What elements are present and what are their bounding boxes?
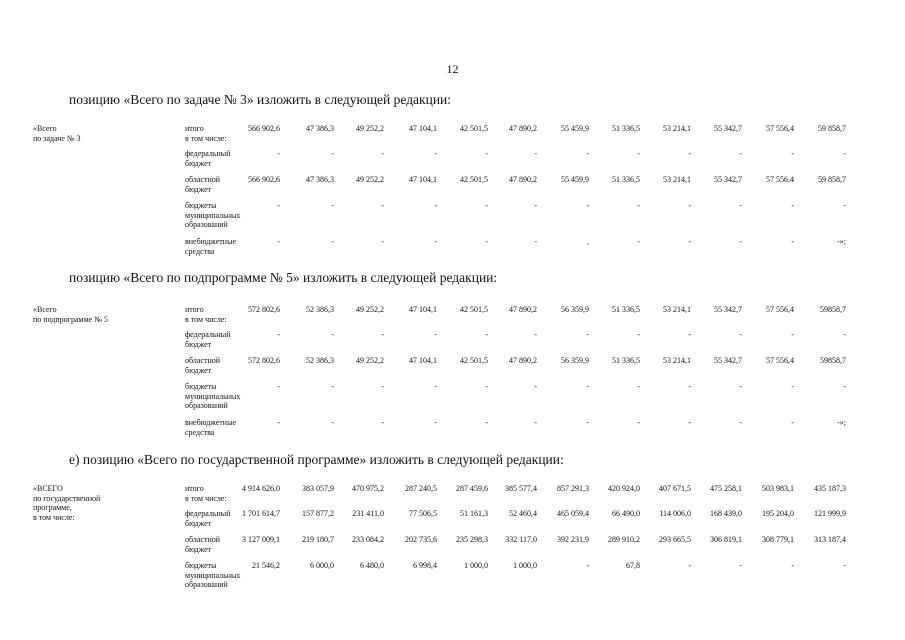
value-cell: 47 890,2	[509, 356, 537, 365]
value-cell: -	[277, 418, 280, 427]
value-cell: 49 252,2	[356, 356, 384, 365]
value-cell: -	[434, 149, 437, 158]
value-cell: 47 104,1	[409, 305, 437, 314]
value-cell: -	[739, 382, 742, 391]
funding-source-line: итого	[185, 305, 204, 314]
value-cell: 1 000,0	[513, 561, 537, 570]
value-cell: 195 204,0	[762, 509, 794, 518]
value-cell: 55 342,7	[714, 175, 742, 184]
value-cell: -	[791, 330, 794, 339]
section-heading: позицию «Всего по подпрограмме № 5» изложить в следующей редакции:	[69, 270, 498, 285]
value-cell: 49 252,2	[356, 124, 384, 133]
value-cell: 407 671,5	[659, 484, 691, 493]
value-cell: 6 000,0	[310, 561, 334, 570]
value-cell: 57 556,4	[766, 356, 794, 365]
value-cell: 235 298,3	[456, 535, 488, 544]
value-cell: 77 506,5	[409, 509, 437, 518]
value-cell: -	[277, 201, 280, 210]
value-cell: -	[434, 330, 437, 339]
funding-source-line: бюджет	[185, 339, 212, 349]
value-cell: -	[586, 561, 589, 570]
value-cell: 59 858,7	[818, 124, 846, 133]
value-cell: -	[688, 330, 691, 339]
value-cell: 293 665,5	[659, 535, 691, 544]
value-cell: 51 161,3	[460, 509, 488, 518]
value-cell: 435 187,3	[814, 484, 846, 493]
value-cell: 572 802,6	[248, 356, 280, 365]
value-cell: -	[739, 561, 742, 570]
value-cell: -	[637, 330, 640, 339]
funding-source-line: бюджеты	[185, 561, 217, 570]
value-cell: -	[381, 149, 384, 158]
funding-source-line: в том числе:	[185, 133, 227, 143]
value-cell: -	[688, 201, 691, 210]
value-cell: 67,8	[626, 561, 640, 570]
funding-source-line: бюджеты	[185, 201, 217, 210]
value-cell: -	[277, 237, 280, 246]
funding-source-line: бюджет	[185, 158, 212, 168]
value-cell: 6 480,0	[360, 561, 384, 570]
value-cell: -»;	[837, 237, 846, 246]
value-cell: -	[637, 149, 640, 158]
value-cell: -	[534, 149, 537, 158]
position-name-line: по государственной	[33, 493, 101, 503]
value-cell: -	[843, 561, 846, 570]
value-cell: -	[791, 418, 794, 427]
value-cell: 420 924,0	[608, 484, 640, 493]
value-cell: -	[381, 201, 384, 210]
value-cell: 66 490,0	[612, 509, 640, 518]
value-cell: 57 556,4	[766, 175, 794, 184]
value-cell: -	[791, 382, 794, 391]
value-cell: 55 459,9	[561, 175, 589, 184]
value-cell: -	[434, 382, 437, 391]
funding-source-line: внебюджетные	[185, 237, 236, 246]
value-cell: 42 501,5	[460, 356, 488, 365]
position-name-line: программе,	[33, 503, 72, 512]
value-cell: -	[791, 149, 794, 158]
value-cell: 47 386,3	[306, 124, 334, 133]
value-cell: 51 336,5	[612, 356, 640, 365]
value-cell: 857 291,3	[557, 484, 589, 493]
position-name-line: по задаче № 3	[33, 133, 81, 143]
section-heading: позицию «Всего по задаче № 3» изложить в следующей редакции:	[69, 92, 452, 107]
value-cell: 59858,7	[820, 305, 846, 314]
position-name	[33, 484, 178, 522]
value-cell: 566 902,6	[248, 124, 280, 133]
value-cell: -	[434, 201, 437, 210]
funding-source-line: бюджет	[185, 184, 212, 194]
value-cell: -	[688, 418, 691, 427]
value-cell: 503 983,1	[762, 484, 794, 493]
value-cell: 157 877,2	[302, 509, 334, 518]
position-name-line: «ВСЕГО	[33, 484, 63, 493]
value-cell: -	[586, 149, 589, 158]
value-cell: -	[381, 382, 384, 391]
funding-source-line: федеральный	[185, 509, 231, 518]
value-cell: -	[739, 149, 742, 158]
value-cell: 42 501,5	[460, 124, 488, 133]
value-cell: -	[843, 149, 846, 158]
value-cell: 53 214,1	[663, 124, 691, 133]
value-cell: 59858,7	[820, 356, 846, 365]
funding-source-line: образований	[185, 580, 228, 589]
value-cell: 287 459,6	[456, 484, 488, 493]
value-cell: 57 556,4	[766, 124, 794, 133]
value-cell: 287 240,5	[405, 484, 437, 493]
value-cell: -	[381, 418, 384, 427]
value-cell: -	[534, 201, 537, 210]
value-cell: 168 439,0	[710, 509, 742, 518]
value-cell: 56 359,9	[561, 305, 589, 314]
value-cell: 57 556,4	[766, 305, 794, 314]
value-cell: 47 890,2	[509, 124, 537, 133]
value-cell: -	[534, 237, 537, 246]
value-cell: 572 802,6	[248, 305, 280, 314]
funding-source-line: муниципальных	[185, 391, 241, 401]
value-cell: -	[739, 237, 742, 246]
value-cell: -	[485, 330, 488, 339]
funding-source-line: муниципальных	[185, 210, 241, 220]
value-cell: -	[434, 418, 437, 427]
value-cell: 53 214,1	[663, 175, 691, 184]
value-cell: 308 779,1	[762, 535, 794, 544]
position-name-line: «Всего	[33, 124, 57, 133]
position-name-line: «Всего	[33, 305, 57, 314]
value-cell: 56 359,9	[561, 356, 589, 365]
value-cell: -	[434, 237, 437, 246]
value-cell: 383 057,9	[302, 484, 334, 493]
value-cell: 59 858,7	[818, 175, 846, 184]
value-cell: 47 104,1	[409, 124, 437, 133]
value-cell: -	[688, 149, 691, 158]
value-cell: 6 998,4	[413, 561, 437, 570]
value-cell: -	[331, 149, 334, 158]
value-cell: 4 914 626,0	[242, 484, 280, 493]
value-cell: 566 902,6	[248, 175, 280, 184]
value-cell: 385 577,4	[505, 484, 537, 493]
value-cell: -	[791, 237, 794, 246]
value-cell: -	[843, 330, 846, 339]
value-cell: 47 386,3	[306, 175, 334, 184]
value-cell: 53 214,1	[663, 305, 691, 314]
funding-source-line: областной	[185, 356, 221, 365]
value-cell: 49 252,2	[356, 175, 384, 184]
funding-source-line: внебюджетные	[185, 418, 236, 427]
value-cell: 392 231,9	[557, 535, 589, 544]
value-cell: -	[688, 237, 691, 246]
value-cell: 52 460,4	[509, 509, 537, 518]
value-cell: -	[843, 201, 846, 210]
value-cell: -	[485, 149, 488, 158]
value-cell: 51 336,5	[612, 124, 640, 133]
value-cell: -	[586, 382, 589, 391]
value-cell: 51 336,5	[612, 175, 640, 184]
value-cell: -	[534, 382, 537, 391]
value-cell: -	[739, 330, 742, 339]
value-cell: -	[485, 418, 488, 427]
value-cell: ,	[587, 237, 589, 246]
value-cell: 231 411,0	[352, 509, 384, 518]
value-cell: -	[791, 561, 794, 570]
funding-source-line: итого	[185, 124, 204, 133]
value-cell: 52 386,3	[306, 356, 334, 365]
value-cell: 49 252,2	[356, 305, 384, 314]
value-cell: 475 258,1	[710, 484, 742, 493]
value-cell: 114 006,0	[659, 509, 691, 518]
value-cell: 55 342,7	[714, 124, 742, 133]
position-name-line: в том числе:	[33, 512, 75, 522]
value-cell: 51 336,5	[612, 305, 640, 314]
value-cell: -	[331, 330, 334, 339]
value-cell: 47 104,1	[409, 356, 437, 365]
value-cell: -	[739, 418, 742, 427]
value-cell: -	[331, 382, 334, 391]
value-cell: -	[637, 382, 640, 391]
value-cell: 1 701 614,7	[242, 509, 280, 518]
value-cell: 313 187,4	[814, 535, 846, 544]
position-name-line: по подпрограмме № 5	[33, 314, 108, 324]
position-name	[33, 305, 178, 324]
value-cell: 55 342,7	[714, 356, 742, 365]
value-cell: -	[381, 237, 384, 246]
funding-source-line: бюджет	[185, 365, 212, 375]
value-cell: 52 386,3	[306, 305, 334, 314]
value-cell: -	[688, 382, 691, 391]
value-cell: 233 084,2	[352, 535, 384, 544]
value-cell: -	[485, 201, 488, 210]
section-heading: е) позицию «Всего по государственной программе» изложить в следующей редакции:	[69, 452, 564, 467]
value-cell: 55 459,9	[561, 124, 589, 133]
value-cell: -	[843, 382, 846, 391]
value-cell: -»;	[837, 418, 846, 427]
value-cell: -	[637, 237, 640, 246]
value-cell: -	[534, 418, 537, 427]
funding-source-line: средства	[185, 427, 215, 437]
funding-source-line: федеральный	[185, 330, 231, 339]
value-cell: -	[381, 330, 384, 339]
value-cell: 121 999,9	[814, 509, 846, 518]
value-cell: -	[331, 201, 334, 210]
value-cell: 202 735,6	[405, 535, 437, 544]
funding-source-line: бюджеты	[185, 382, 217, 391]
value-cell: 21 546,2	[252, 561, 280, 570]
value-cell: -	[331, 237, 334, 246]
funding-source-line: итого	[185, 484, 204, 493]
value-cell: -	[534, 330, 537, 339]
value-cell: 470 975,2	[352, 484, 384, 493]
value-cell: 306 819,1	[710, 535, 742, 544]
page-number: 12	[446, 62, 459, 76]
value-cell: -	[637, 418, 640, 427]
value-cell: 332 117,0	[505, 535, 537, 544]
value-cell: -	[586, 330, 589, 339]
value-cell: -	[688, 561, 691, 570]
value-cell: 55 342,7	[714, 305, 742, 314]
value-cell: -	[485, 382, 488, 391]
value-cell: 1 000,0	[464, 561, 488, 570]
value-cell: 289 910,2	[608, 535, 640, 544]
value-cell: 219 180,7	[302, 535, 334, 544]
value-cell: 47 890,2	[509, 305, 537, 314]
value-cell: 3 127 009,1	[242, 535, 280, 544]
value-cell: -	[739, 201, 742, 210]
value-cell: 53 214,1	[663, 356, 691, 365]
value-cell: 47 104,1	[409, 175, 437, 184]
funding-source-line: бюджет	[185, 544, 212, 554]
value-cell: -	[277, 382, 280, 391]
funding-source-line: образований	[185, 220, 228, 229]
value-cell: -	[586, 201, 589, 210]
funding-source-line: бюджет	[185, 518, 212, 528]
funding-source-line: областной	[185, 535, 221, 544]
funding-source-line: в том числе:	[185, 314, 227, 324]
funding-source-line: областной	[185, 175, 221, 184]
value-cell: -	[485, 237, 488, 246]
value-cell: 42 501,5	[460, 305, 488, 314]
funding-source-line: образований	[185, 401, 228, 410]
value-cell: -	[331, 418, 334, 427]
value-cell: 465 059,4	[557, 509, 589, 518]
value-cell: -	[791, 201, 794, 210]
value-cell: -	[586, 418, 589, 427]
funding-source-line: муниципальных	[185, 570, 241, 580]
value-cell: 42 501,5	[460, 175, 488, 184]
funding-source-line: средства	[185, 246, 215, 256]
funding-source-line: в том числе:	[185, 493, 227, 503]
position-name	[33, 124, 178, 143]
value-cell: -	[637, 201, 640, 210]
funding-source-line: федеральный	[185, 149, 231, 158]
value-cell: -	[277, 330, 280, 339]
value-cell: -	[277, 149, 280, 158]
value-cell: 47 890,2	[509, 175, 537, 184]
